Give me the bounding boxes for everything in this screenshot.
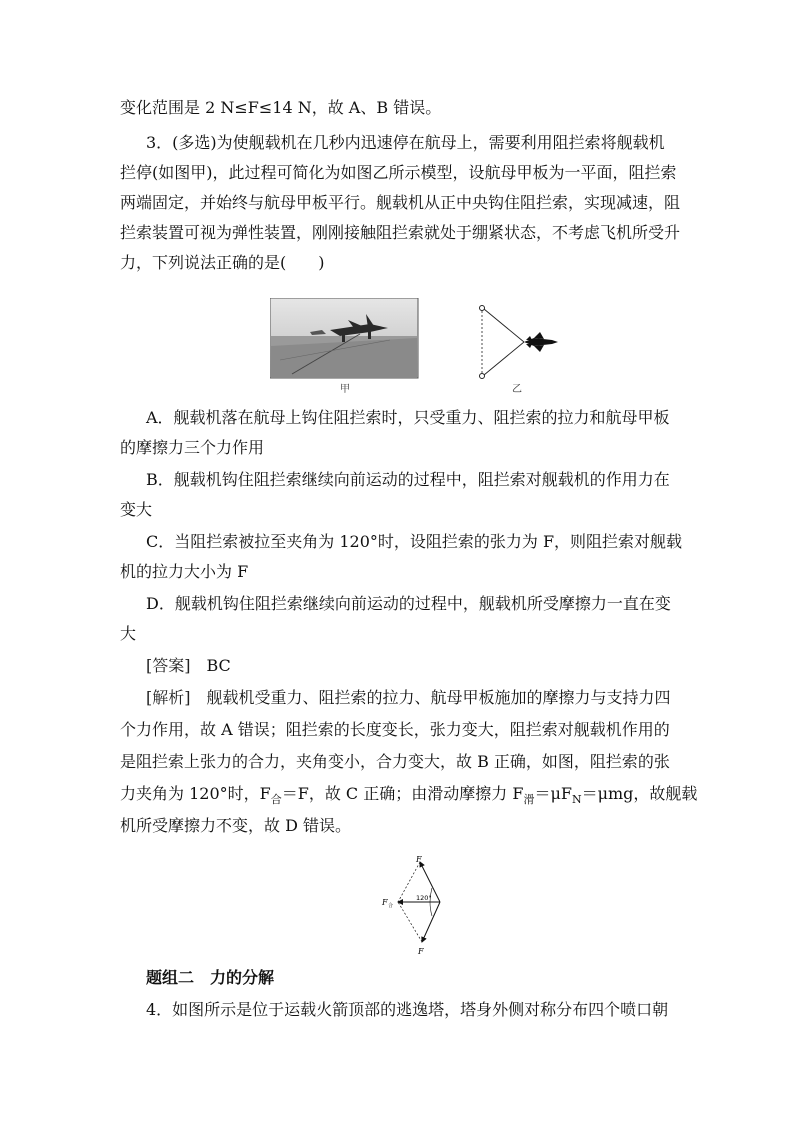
jet-icon bbox=[524, 332, 558, 352]
text-line: 机的拉力大小为 F bbox=[120, 562, 249, 581]
subscript: 合 bbox=[270, 793, 282, 806]
text-line: 是阻拦索上张力的合力，夹角变小，合力变大，故 B 正确，如图，阻拦索的张 bbox=[120, 752, 670, 771]
text-span: ＝μF bbox=[534, 784, 572, 803]
option-b: B．舰载机钩住阻拦索继续向前运动的过程中，阻拦索对舰载机的作用力在 bbox=[146, 470, 670, 489]
figure-carrier-photo bbox=[270, 298, 420, 394]
text-line: 大 bbox=[120, 624, 137, 643]
text-span: 力夹角为 120°时，F bbox=[120, 784, 271, 803]
text-line: 机所受摩擦力不变，故 D 错误。 bbox=[120, 816, 352, 835]
option-d: D．舰载机钩住阻拦索继续向前运动的过程中，舰载机所受摩擦力一直在变 bbox=[146, 594, 671, 613]
text-line: 个力作用，故 A 错误；阻拦索的长度变长，张力变大，阻拦索对舰载机作用的 bbox=[120, 720, 670, 739]
text-line: 拦停(如图甲)，此过程可简化为如图乙所示模型，设航母甲板为一平面，阻拦索 bbox=[120, 163, 677, 182]
text-line: 拦索装置可视为弹性装置，刚刚接触阻拦索就处于绷紧状态，不考虑飞机所受升 bbox=[120, 223, 681, 242]
label-f-top: F bbox=[416, 855, 422, 864]
option-a: A．舰载机落在航母上钩住阻拦索时，只受重力、阻拦索的拉力和航母甲板 bbox=[146, 408, 670, 427]
answer-value: BC bbox=[206, 656, 231, 675]
label-f-resultant: F bbox=[382, 898, 388, 907]
caption-yi: 乙 bbox=[512, 384, 522, 395]
subscript: 滑 bbox=[523, 793, 535, 806]
force-diagram bbox=[378, 850, 448, 956]
analysis-text: 舰载机受重力、阻拦索的拉力、航母甲板施加的摩擦力与支持力四 bbox=[206, 688, 671, 707]
caption-jia: 甲 bbox=[340, 384, 350, 394]
analysis-tag: [解析] bbox=[146, 688, 191, 707]
text-line: 变化范围是 2 N≤F≤14 N，故 A、B 错误。 bbox=[120, 98, 442, 117]
label-f-resultant-sub: 合 bbox=[388, 903, 394, 909]
text-line bbox=[120, 784, 697, 810]
text-span: ＝F，故 C 正确；由滑动摩擦力 F bbox=[281, 784, 524, 803]
subscript: N bbox=[571, 793, 582, 806]
label-f-bottom: F bbox=[418, 947, 424, 956]
label-angle: 120° bbox=[416, 894, 432, 902]
option-c: C．当阻拦索被拉至夹角为 120°时，设阻拦索的张力为 F，则阻拦索对舰载 bbox=[146, 532, 683, 551]
question-4-stem: 4．如图所示是位于运载火箭顶部的逃逸塔，塔身外侧对称分布四个喷口朝 bbox=[146, 1000, 669, 1019]
text-line: 变大 bbox=[120, 500, 153, 519]
text-line: 的摩擦力三个力作用 bbox=[120, 438, 265, 457]
section-heading: 题组二 力的分解 bbox=[146, 968, 275, 987]
question-3-stem: 3．(多选)为使舰载机在几秒内迅速停在航母上，需要利用阻拦索将舰载机 bbox=[146, 133, 665, 152]
text-span: ＝μmg，故舰载 bbox=[581, 784, 698, 803]
figure-model-diagram bbox=[470, 300, 565, 396]
answer-tag: [答案] bbox=[146, 656, 191, 675]
analysis bbox=[146, 688, 671, 708]
answer bbox=[146, 656, 231, 676]
text-line: 力，下列说法正确的是( ) bbox=[120, 253, 325, 272]
text-line: 两端固定，并始终与航母甲板平行。舰载机从正中央钩住阻拦索，实现减速，阻 bbox=[120, 193, 681, 212]
